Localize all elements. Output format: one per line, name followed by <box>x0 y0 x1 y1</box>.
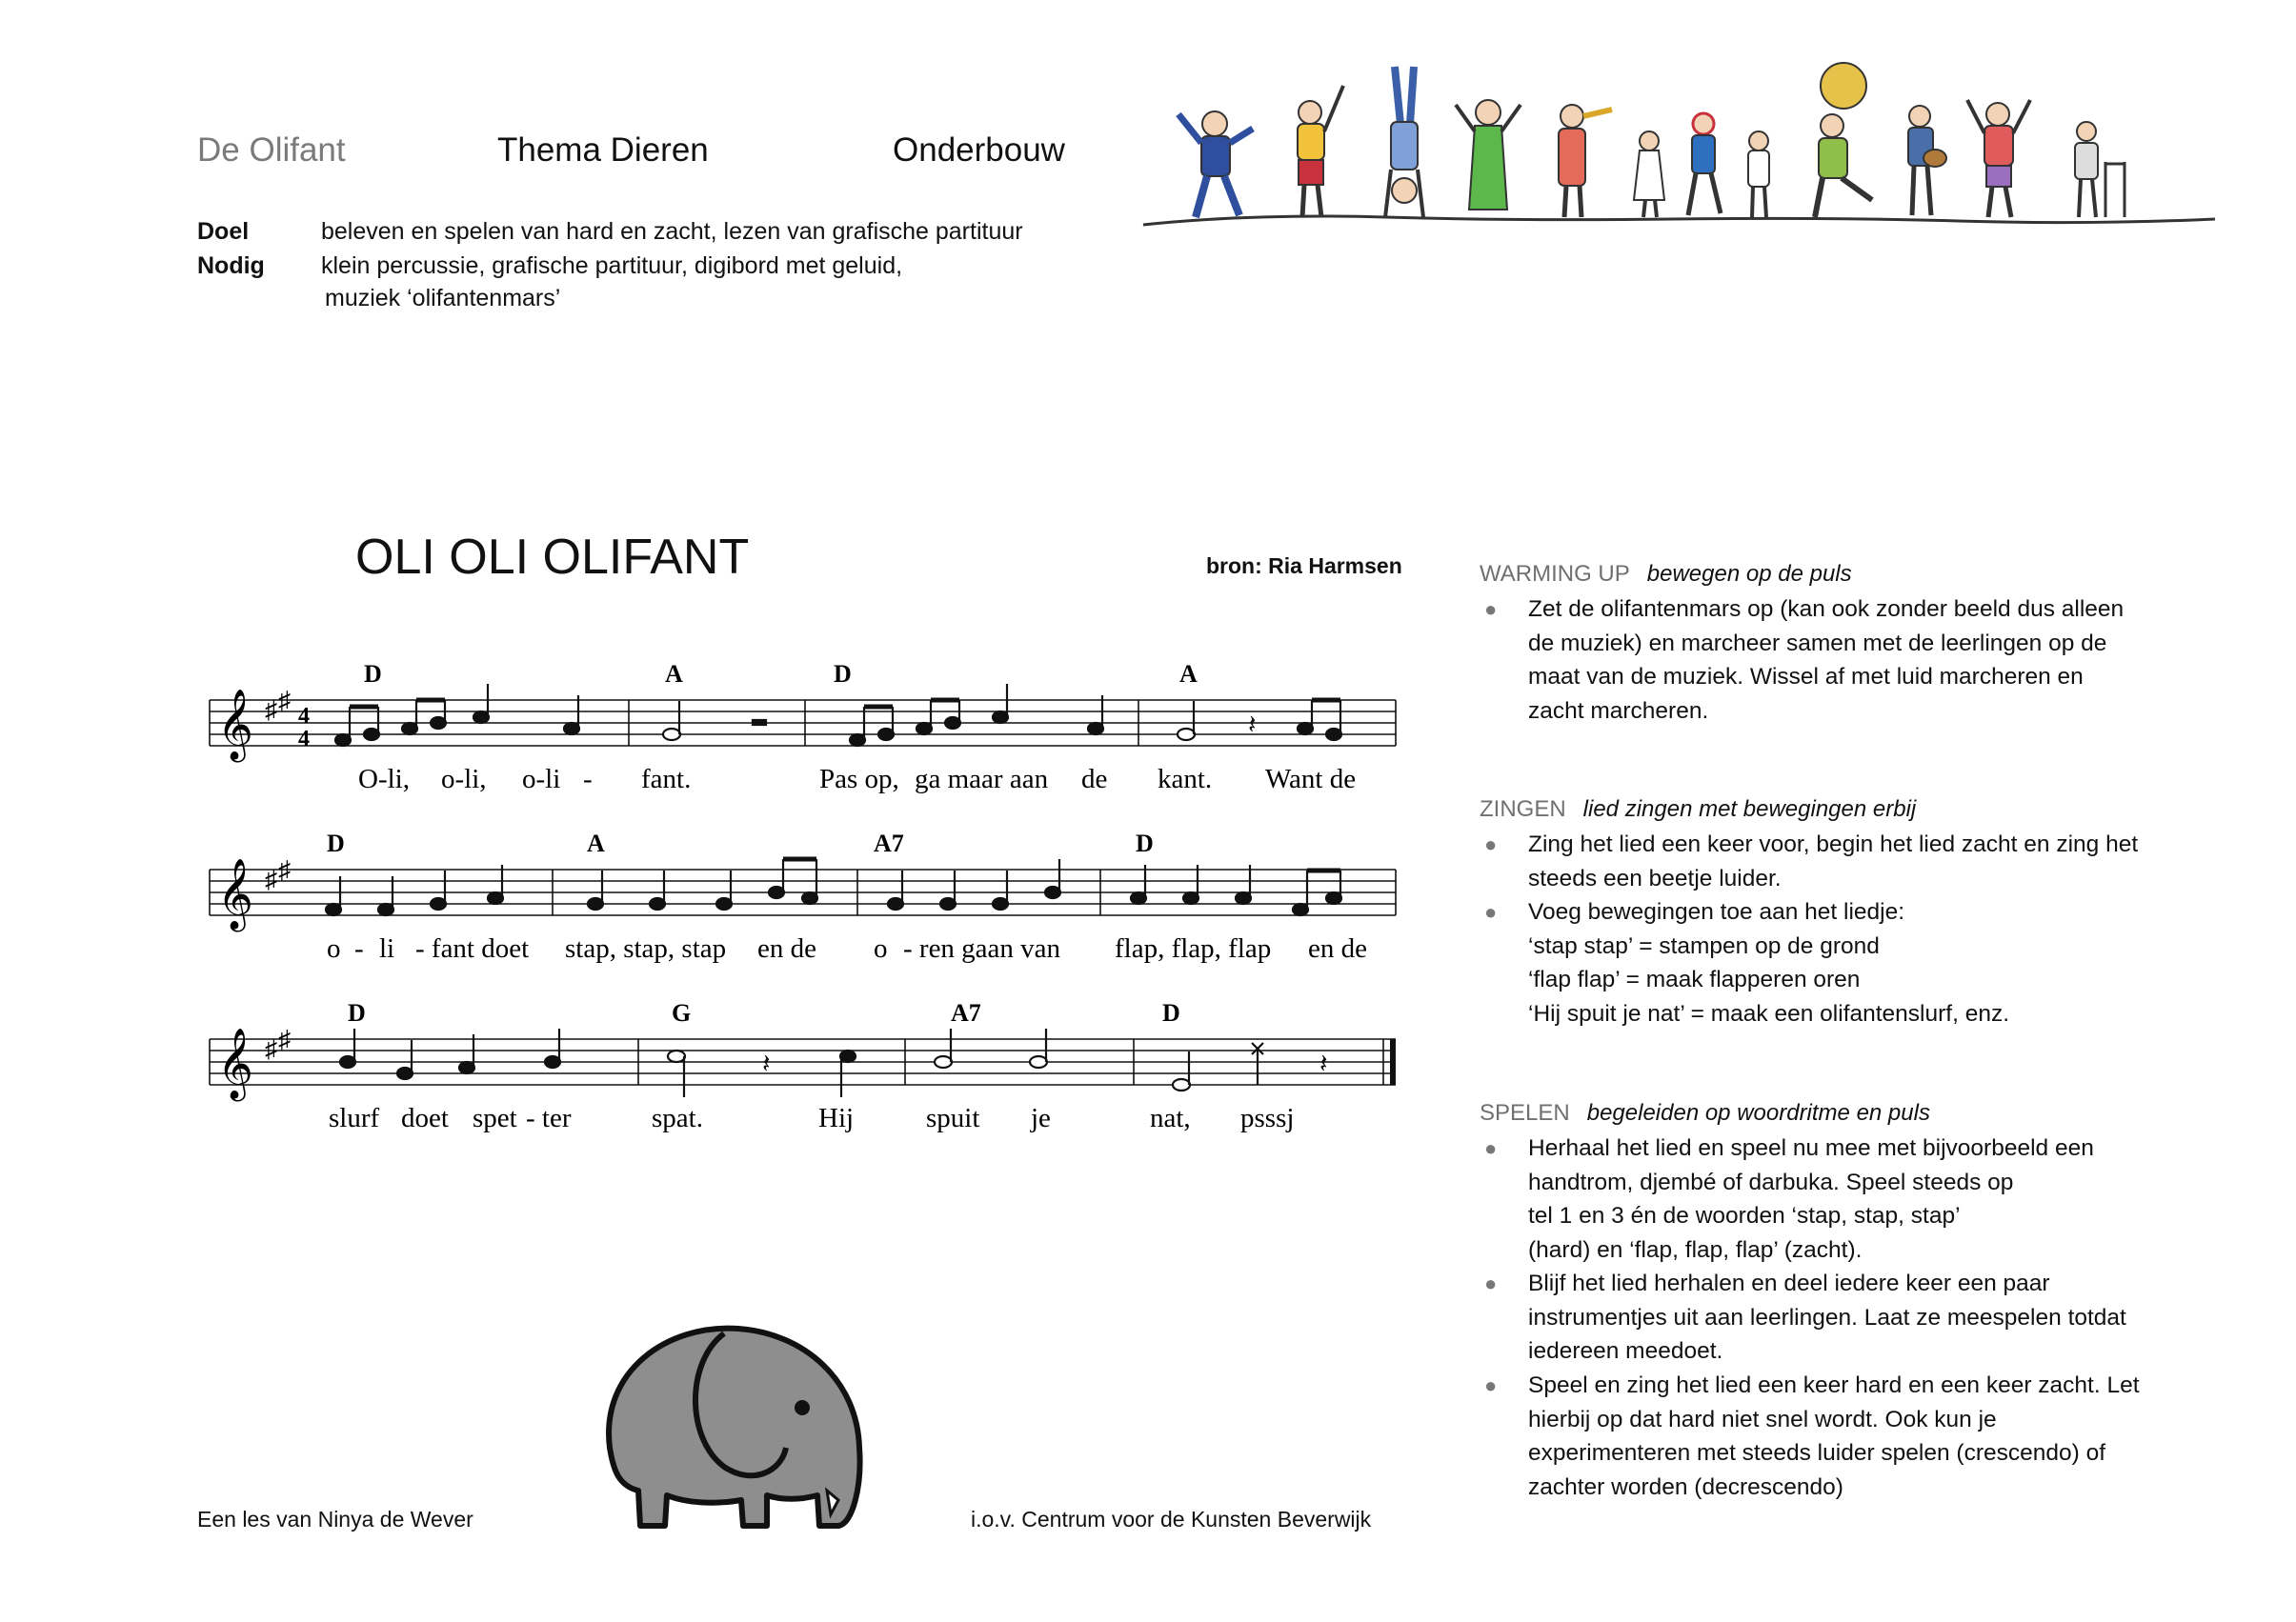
chord-symbol: G <box>672 999 692 1027</box>
chord-symbol: A <box>665 660 683 688</box>
sheet-music <box>191 648 1410 1152</box>
lyric-syllable: - ren gaan van <box>903 933 1061 964</box>
elephant-illustration <box>581 1305 886 1543</box>
lyric-syllable: o-li <box>522 764 561 794</box>
bullet-icon: ● <box>1484 1136 1498 1160</box>
chord-symbol: D <box>348 999 366 1027</box>
lyric-syllable: ga maar aan <box>915 764 1049 794</box>
lyric-syllable: flap, flap, flap <box>1115 933 1272 964</box>
svg-text:♯: ♯ <box>265 1035 277 1063</box>
lyric-syllable: nat, <box>1150 1103 1191 1133</box>
svg-text:𝄽: 𝄽 <box>762 1050 771 1079</box>
chord-symbol: D <box>1162 999 1180 1027</box>
section-heading-spelen <box>1480 1100 1930 1127</box>
chord-symbol: A <box>1179 660 1198 688</box>
dancer-figure <box>1298 86 1343 217</box>
staff-system-2 <box>210 830 1396 964</box>
lyric-syllable: - ter <box>526 1103 572 1133</box>
chord-symbol: D <box>327 830 345 857</box>
svg-text:♯: ♯ <box>265 866 277 893</box>
chord-symbol: A7 <box>874 830 904 857</box>
chord-symbol: D <box>1136 830 1154 857</box>
musicians-illustration <box>1138 57 2220 238</box>
dancer-figure <box>1559 105 1612 217</box>
section-subtitle: lied zingen met bewegingen erbij <box>1582 796 1917 822</box>
time-signature: 4 <box>298 704 310 729</box>
dancer-figure <box>1178 111 1253 217</box>
section-heading-warmup <box>1480 561 1852 588</box>
nodig-value: klein percussie, grafische partituur, digibord met geluid, <box>321 252 903 279</box>
doel-label: Doel <box>197 218 250 245</box>
chord-symbol: D <box>834 660 852 688</box>
lyric-syllable: je <box>1031 1103 1051 1133</box>
lyric-syllable: li <box>379 933 395 964</box>
svg-text:𝄞: 𝄞 <box>217 1030 253 1097</box>
footer-author: Een les van Ninya de Wever <box>197 1507 473 1532</box>
bullet-icon: ● <box>1484 1272 1498 1295</box>
key-signature: ♯ <box>265 696 277 724</box>
lyric-syllable: de <box>1081 764 1108 794</box>
dancer-figure <box>1385 67 1423 217</box>
child-figure <box>1634 131 1664 217</box>
song-source: bron: Ria Harmsen <box>1206 553 1402 578</box>
bullet-icon: ● <box>1484 832 1498 856</box>
lyric-syllable: o <box>327 933 341 964</box>
treble-clef: 𝄞 <box>217 691 253 758</box>
dancer-figure <box>2075 122 2125 217</box>
lyric-syllable: stap, stap, stap <box>565 933 727 964</box>
lyric-syllable: Want de <box>1265 764 1357 794</box>
child-figure <box>1748 131 1769 217</box>
svg-text:𝄞: 𝄞 <box>217 860 253 928</box>
dancer-figure <box>1908 106 1946 215</box>
song-title: OLI OLI OLIFANT <box>355 530 750 585</box>
section-subtitle: bewegen op de puls <box>1646 561 1852 587</box>
section-heading-zingen <box>1480 796 1916 823</box>
lyric-syllable: - fant doet <box>415 933 530 964</box>
svg-text:♯: ♯ <box>278 856 291 884</box>
svg-text:♯: ♯ <box>278 1026 291 1053</box>
dancer-figure <box>1456 100 1521 210</box>
lyric-syllable: en de <box>1308 933 1367 964</box>
chord-symbol: D <box>364 660 382 688</box>
staff-system-1 <box>210 660 1396 794</box>
bullet-item: ● Speel en zing het lied een keer hard en een keer zacht. Let hierbij op dat hard niet snel wordt. Ook kun je experimenteren met steeds luider spelen (crescendo) of zachter worden (decrescendo) <box>1528 1369 2214 1504</box>
chord-symbol: A7 <box>951 999 981 1027</box>
lyric-syllable: doet <box>401 1103 449 1133</box>
bullet-item: ● Zet de olifantenmars op (kan ook zonder beeld dus alleen de muziek) en marcheer samen met de leerlingen op de maat van de muziek. Wissel af met luid marcheren en zacht marcheren. <box>1528 592 2214 728</box>
nodig-label: Nodig <box>197 252 265 279</box>
theme-label: Thema Dieren <box>497 131 709 169</box>
bullet-item: ● Zing het lied een keer voor, begin het lied zacht en zing het steeds een beetje luider. <box>1528 828 2214 895</box>
lyric-syllable: fant. <box>641 764 692 794</box>
doel-value: beleven en spelen van hard en zacht, lezen van grafische partituur <box>321 218 1023 245</box>
section-title: ZINGEN <box>1480 796 1566 822</box>
dancer-figure <box>1815 63 1872 217</box>
svg-text:𝄽: 𝄽 <box>1319 1050 1328 1079</box>
section-title: WARMING UP <box>1480 561 1630 587</box>
level-label: Onderbouw <box>893 131 1065 169</box>
staff-system-3 <box>210 999 1396 1133</box>
lyric-syllable: spet <box>473 1103 517 1133</box>
dancer-figure <box>1967 100 2030 217</box>
lyric-syllable: O-li, <box>358 764 410 794</box>
lyric-syllable: spuit <box>926 1103 980 1133</box>
bullet-icon: ● <box>1484 1373 1498 1397</box>
lyric-syllable: Hij <box>818 1103 855 1133</box>
bullet-icon: ● <box>1484 597 1498 621</box>
chord-symbol: A <box>587 830 605 857</box>
section-subtitle: begeleiden op woordritme en puls <box>1586 1100 1930 1126</box>
lyric-syllable: en de <box>757 933 816 964</box>
lyric-syllable: o-li, <box>441 764 487 794</box>
lyric-syllable: o <box>874 933 888 964</box>
lyric-syllable: spat. <box>652 1103 703 1133</box>
lyric-syllable: slurf <box>329 1103 380 1133</box>
lyric-syllable: kant. <box>1158 764 1213 794</box>
bullet-item: ● Herhaal het lied en speel nu mee met bijvoorbeeld een handtrom, djembé of darbuka. Speel steeds op tel 1 en 3 én de woorden ‘stap, stap, stap’ (hard) en ‘flap, flap, flap’ (zacht). <box>1528 1131 2214 1267</box>
bullet-item: ● Blijf het lied herhalen en deel iedere keer een paar instrumentjes uit aan leerlingen. Laat ze meespelen totdat iedereen meedoet. <box>1528 1267 2214 1369</box>
svg-text:4: 4 <box>298 727 310 751</box>
child-figure <box>1688 113 1721 215</box>
svg-text:♯: ♯ <box>278 687 291 714</box>
bullet-item: ● Voeg bewegingen toe aan het liedje: ‘stap stap’ = stampen op de grond ‘flap flap’ = maak flapperen oren ‘Hij spuit je nat’ = maak een olifantenslurf, enz. <box>1528 895 2214 1031</box>
lesson-title: De Olifant <box>197 131 346 169</box>
svg-text:𝄽: 𝄽 <box>1248 711 1257 740</box>
footer-credit: i.o.v. Centrum voor de Kunsten Beverwijk <box>971 1507 1372 1532</box>
lyric-syllable: - <box>583 764 593 794</box>
section-title: SPELEN <box>1480 1100 1570 1126</box>
lyric-syllable: - <box>354 933 364 964</box>
lyric-syllable: Pas op, <box>819 764 899 794</box>
bullet-icon: ● <box>1484 900 1498 924</box>
nodig-value-continued: muziek ‘olifantenmars’ <box>325 285 561 311</box>
lyric-syllable: psssj <box>1240 1103 1295 1133</box>
